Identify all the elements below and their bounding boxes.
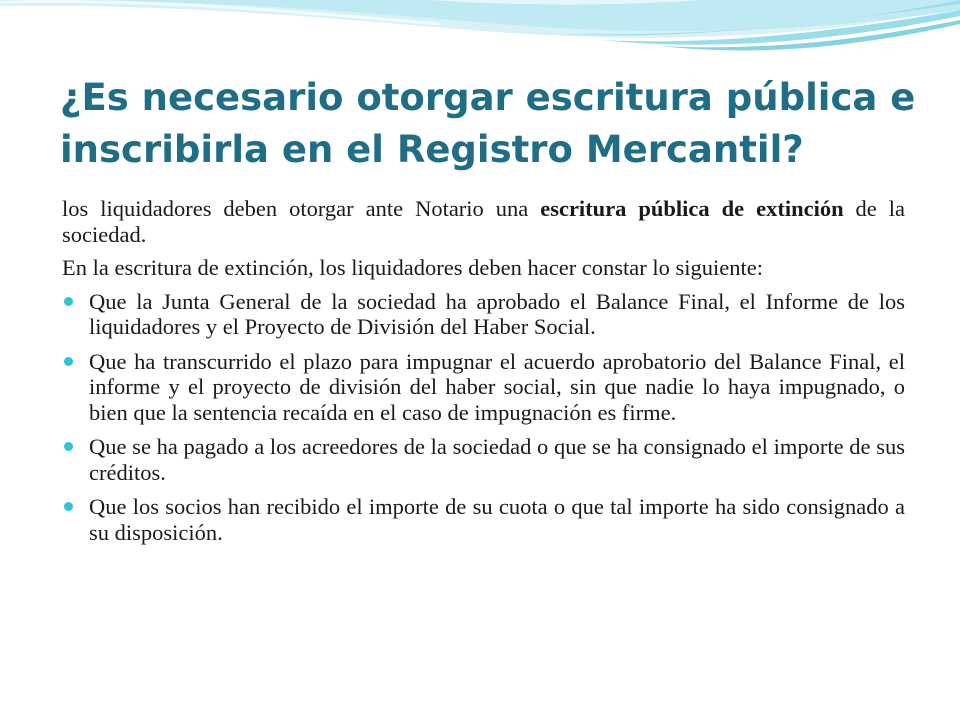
intro-text-1: los liquidadores deben otorgar ante Notario una — [62, 196, 541, 221]
list-item — [62, 289, 905, 340]
intro-text-2: de la sociedad. — [62, 196, 905, 247]
list-item-text: Que se ha pagado a los acreedores de la sociedad o que se ha consignado el importe de sus créditos. — [89, 434, 905, 485]
bullet-icon — [64, 502, 73, 511]
extinction-paragraph: En la escritura de extinción, los liquidadores deben hacer constar lo siguiente: — [62, 255, 764, 280]
requirements-list — [62, 289, 905, 546]
list-item-text: Que la Junta General de la sociedad ha aprobado el Balance Final, el Informe de los liquidadores y el Proyecto de División del Haber Social. — [89, 288, 905, 339]
list-item-text: Que los socios han recibido el importe de su cuota o que tal importe ha sido consignado a su disposición. — [89, 494, 905, 545]
slide-title: ¿Es necesario otorgar escritura pública e inscribirla en el Registro Mercantil? — [60, 76, 916, 171]
bullet-icon — [64, 297, 73, 306]
bullet-icon — [64, 357, 73, 366]
list-item-text: Que ha transcurrido el plazo para impugnar el acuerdo aprobatorio del Balance Final, el informe y el proyecto de división del haber social, sin que nadie lo haya impugnado, o bien que la sentencia recaída en el caso de impugnación es firme. — [89, 348, 905, 425]
list-item — [62, 434, 905, 485]
list-item — [62, 494, 905, 545]
intro-paragraph — [62, 196, 905, 247]
intro-bold-text: escritura pública de extinción — [540, 196, 844, 221]
list-item — [62, 349, 905, 426]
bullet-icon — [64, 442, 73, 451]
slide-body — [62, 196, 905, 554]
